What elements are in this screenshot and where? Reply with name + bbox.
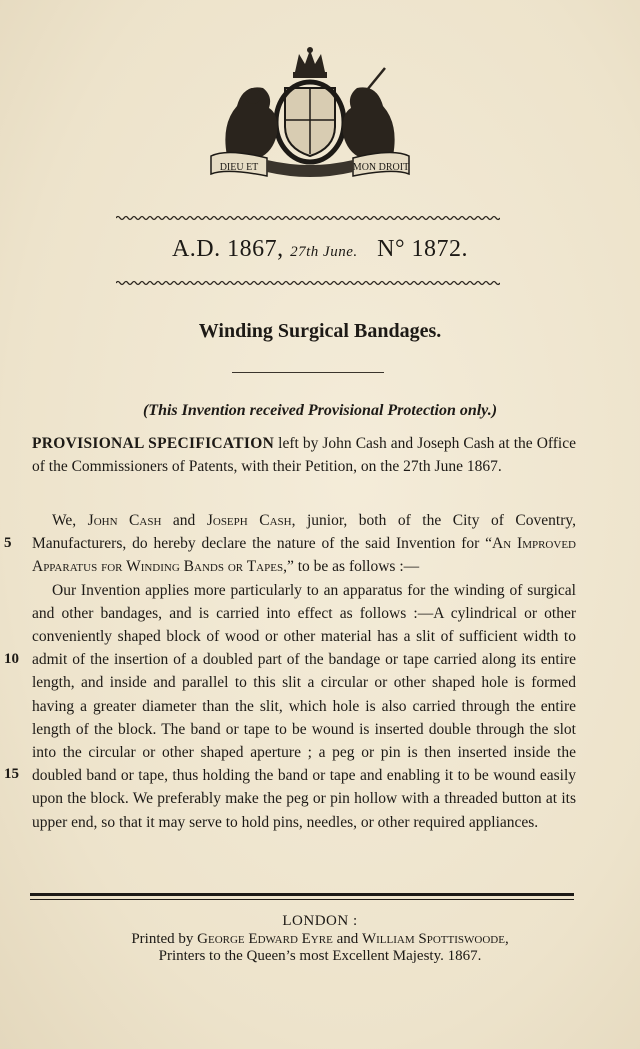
footer-london: LONDON :	[282, 913, 358, 929]
paragraph-2: Our Invention applies more particularly to an apparatus for the winding of surgical and other bandages, and is carried into effect as follows :—A cylindrical or other conveniently shaped block of wood or other material has a slit of sufficient width to admit of the insertion of a doubled part of the bandage or tape carried along its entire length, and inside and parallel to this slit a circular or other shaped hole is formed having a greater diameter than the slit, which hole is also carried through the entire length of the block. The band or tape to be wound is inserted double through the slot into the circular or other shaped aperture ; a peg or pin is then inserted inside the doubled band or tape, thus holding the band or tape and enabling it to be wound easily upon the block. We preferably make the peg or pin hollow with a threaded button at its upper end, so that it may serve to hold pins, needles, or other required appliances.	[32, 581, 576, 831]
inventor-name-1: John Cash	[87, 512, 162, 529]
printer-name-2: William Spottiswoode	[361, 931, 505, 947]
year-label: A.D. 1867,	[171, 236, 284, 262]
bottom-wavy-rule	[116, 280, 500, 286]
paragraph-1: We, John Cash and Joseph Cash, junior, both of the City of Coventry, Manufacturers, do hereby declare the nature of the said Invention for “An Improved Apparatus for Winding Bands or Tapes,” to be as follows :—	[32, 512, 576, 576]
invention-title: An Improved Apparatus for Winding Bands or Tapes	[32, 535, 576, 576]
protection-note: (This Invention received Provisional Protection only.)	[142, 402, 498, 419]
date-label: 27th June.	[290, 244, 358, 260]
document-title: Winding Surgical Bandages.	[198, 320, 442, 342]
specification-header	[0, 236, 640, 263]
provisional-heading: PROVISIONAL SPECIFICATION	[32, 435, 275, 452]
motto-right: MON DROIT	[352, 162, 410, 173]
footer-printers: Printers to the Queen’s most Excellent Majesty. 1867.	[158, 948, 482, 964]
top-wavy-rule	[116, 215, 500, 221]
motto-left: DIEU ET	[219, 162, 259, 173]
line-number: 10	[4, 651, 19, 667]
provisional-specification-paragraph	[32, 432, 576, 478]
patent-number: N° 1872.	[377, 236, 469, 262]
line-number: 15	[4, 766, 19, 782]
printer-name-1: George Edward Eyre	[197, 931, 333, 947]
title-divider	[232, 372, 384, 373]
footer-double-rule	[30, 893, 574, 900]
footer-printed-by: Printed by George Edward Eyre and William Spottiswoode,	[131, 931, 509, 947]
provisional-text: left by John Cash and Joseph Cash at the Office of the Commissioners of Patents, with their Petition, on the 27th June 1867.	[32, 435, 576, 476]
specification-body	[32, 509, 576, 834]
inventor-name-2: Joseph Cash	[206, 512, 292, 529]
line-number: 5	[4, 535, 12, 551]
royal-coat-of-arms-icon	[207, 44, 413, 178]
